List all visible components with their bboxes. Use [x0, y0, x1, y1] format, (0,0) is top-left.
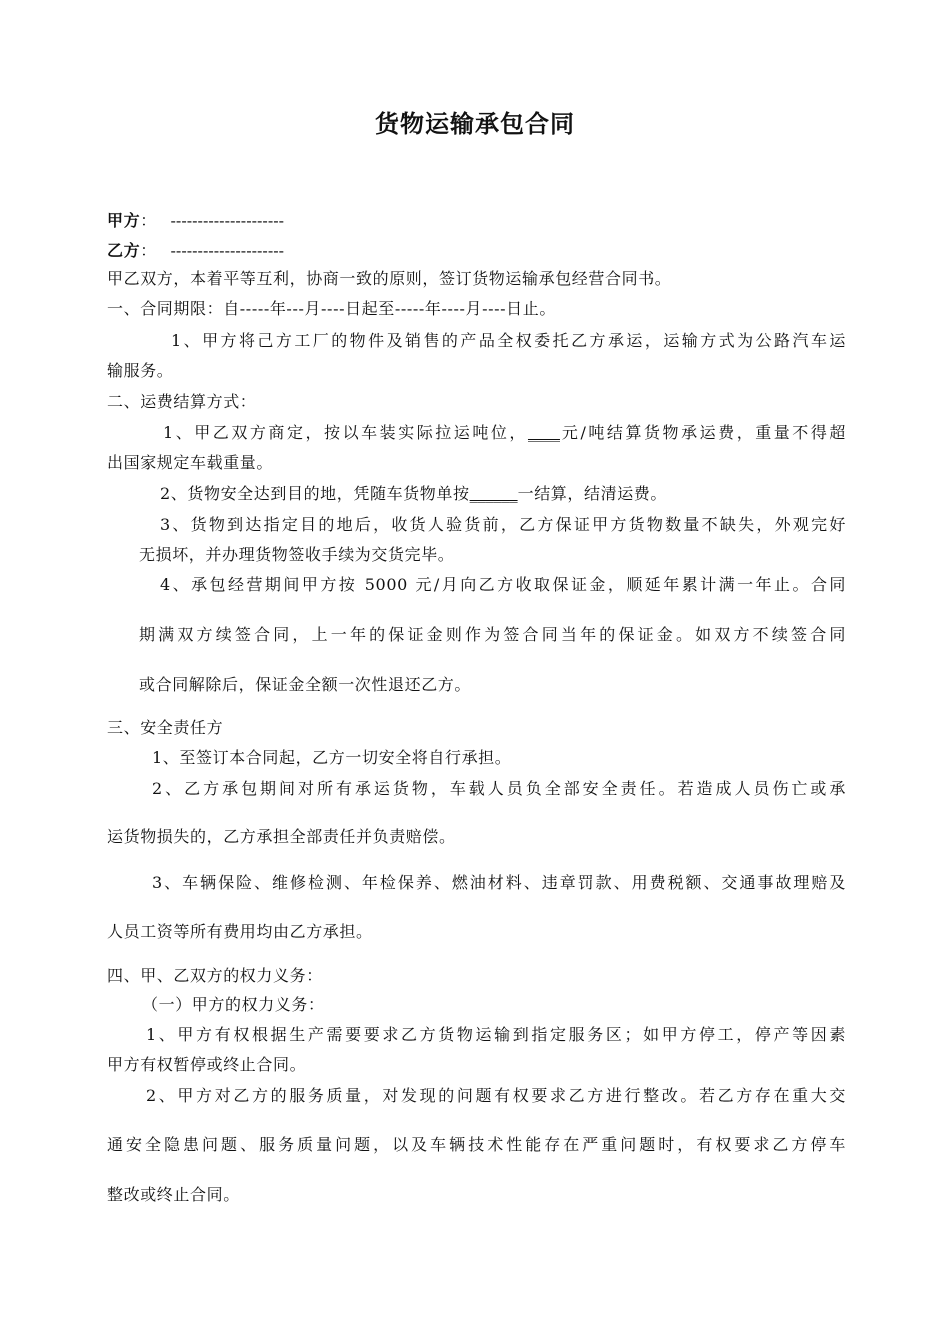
party-b-label: 乙方 [107, 241, 141, 260]
intro-paragraph: 甲乙双方，本着平等互利，协商一致的原则，签订货物运输承包经营合同书。 [107, 269, 672, 288]
clause-text: 1、甲乙双方商定，按以车装实际拉运吨位， [163, 423, 528, 442]
section-3-clause-3-line-1: 3、车辆保险、维修检测、年检保养、燃油材料、违章罚款、用费税额、交通事故理赔及 [152, 873, 846, 892]
section-1-heading: 一、合同期限：自-----年---月----日起至-----年----月----日止。 [107, 299, 556, 318]
section-4-clause-2-line-1: 2、甲方对乙方的服务质量，对发现的问题有权要求乙方进行整改。若乙方存在重大交 [146, 1086, 846, 1105]
party-a-colon: ： [140, 211, 157, 230]
section-4-heading: 四、甲、乙双方的权力义务： [107, 966, 323, 985]
party-b-colon: ： [140, 241, 157, 260]
party-a-blank: --------------------- [170, 211, 285, 230]
clause-text: 元/吨结算货物承运费，重量不得超 [559, 423, 846, 442]
settlement-blank: ______ [469, 484, 518, 503]
section-2-clause-3-line-2: 无损坏，并办理货物签收手续为交货完毕。 [139, 545, 455, 564]
section-2-clause-1-line-1 [163, 423, 846, 443]
section-4-subheading-1: （一）甲方的权力义务： [142, 995, 325, 1014]
party-a-line [107, 211, 284, 231]
party-b-blank: --------------------- [170, 241, 285, 260]
section-2-heading: 二、运费结算方式： [107, 392, 257, 411]
party-b-line [107, 241, 284, 261]
section-2-clause-4-line-1: 4、承包经营期间甲方按 5000 元/月向乙方收取保证金，顺延年累计满一年止。合同 [160, 575, 846, 594]
section-2-clause-2 [160, 484, 667, 504]
section-2-clause-4-line-2: 期满双方续签合同，上一年的保证金则作为签合同当年的保证金。如双方不续签合同 [139, 625, 846, 644]
section-3-clause-3-line-2: 人员工资等所有费用均由乙方承担。 [107, 922, 373, 941]
section-4-clause-1-line-2: 甲方有权暂停或终止合同。 [107, 1055, 307, 1074]
section-1-clause-1-line-1: 1、甲方将己方工厂的物件及销售的产品全权委托乙方承运，运输方式为公路汽车运 [171, 331, 846, 350]
party-a-label: 甲方 [107, 211, 141, 230]
section-1-clause-1-line-2: 输服务。 [107, 361, 174, 380]
section-4-clause-2-line-3: 整改或终止合同。 [107, 1185, 240, 1204]
section-3-heading: 三、安全责任方 [107, 718, 224, 737]
section-2-clause-1-line-2: 出国家规定车载重量。 [107, 453, 274, 472]
section-3-clause-1: 1、至签订本合同起，乙方一切安全将自行承担。 [152, 748, 512, 767]
section-2-clause-3-line-1: 3、货物到达指定目的地后，收货人验货前，乙方保证甲方货物数量不缺失，外观完好 [160, 515, 846, 534]
clause-text: 一结算，结清运费。 [517, 484, 667, 503]
clause-text: 2、货物安全达到目的地，凭随车货物单按 [160, 484, 470, 503]
document-title: 货物运输承包合同 [375, 110, 575, 138]
section-3-clause-2-line-2: 运货物损失的，乙方承担全部责任并负责赔偿。 [107, 827, 456, 846]
section-4-clause-1-line-1: 1、甲方有权根据生产需要要求乙方货物运输到指定服务区；如甲方停工，停产等因素 [146, 1025, 846, 1044]
section-4-clause-2-line-2: 通安全隐患问题、服务质量问题，以及车辆技术性能存在严重问题时，有权要求乙方停车 [107, 1135, 846, 1154]
section-3-clause-2-line-1: 2、乙方承包期间对所有承运货物，车载人员负全部安全责任。若造成人员伤亡或承 [152, 779, 846, 798]
section-2-clause-4-line-3: 或合同解除后，保证金全额一次性退还乙方。 [139, 675, 472, 694]
price-blank: ____ [527, 423, 560, 442]
